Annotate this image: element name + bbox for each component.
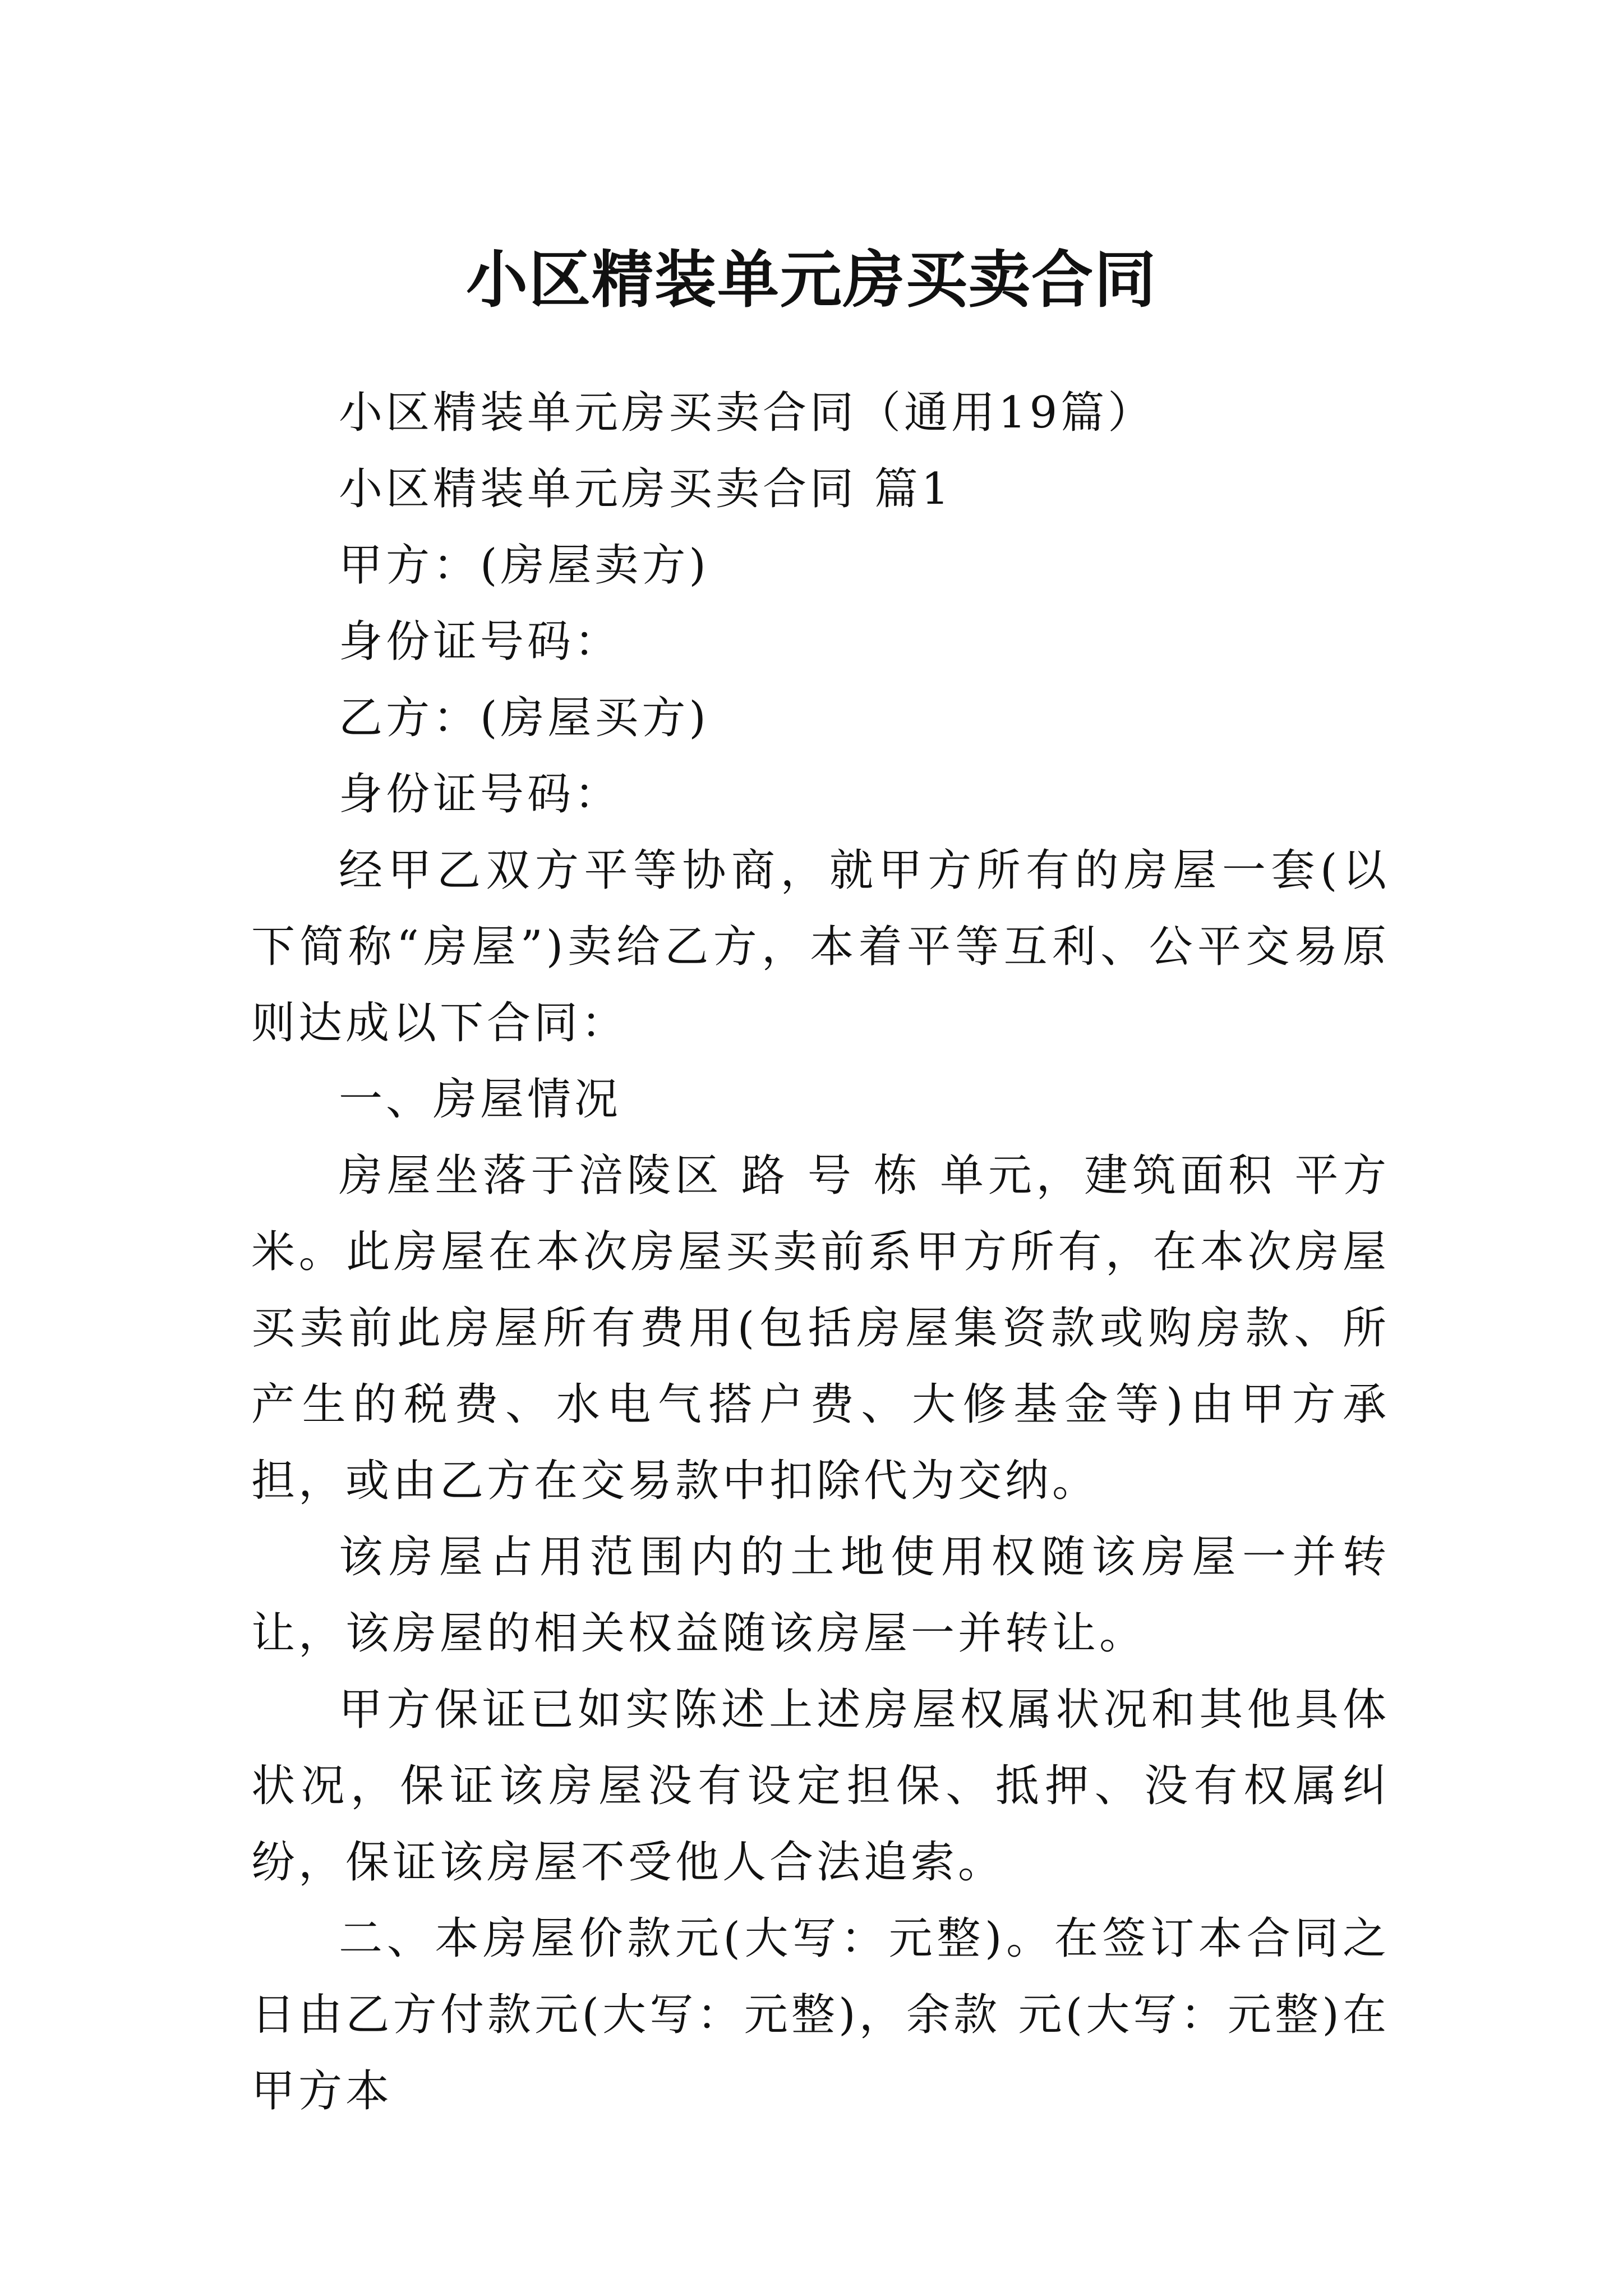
clause-heading: 一、房屋情况	[339, 1074, 622, 1125]
paragraph: 该房屋占用范围内的土地使用权随该房屋一并转让，该房屋的相关权益随该房屋一并转让。	[251, 1532, 1390, 1659]
document-subtitle: 小区精装单元房买卖合同（通用19篇）	[339, 388, 1155, 438]
document-body	[251, 375, 1390, 2129]
paragraph: 二、本房屋价款元(大写：元整)。在签订本合同之日由乙方付款元(大写：元整)，余款 元(大写：元整)在甲方本	[251, 1913, 1390, 2116]
section-heading: 小区精装单元房买卖合同 篇1	[339, 464, 953, 514]
party-b-id-label: 身份证号码：	[339, 769, 622, 820]
party-a-label: 甲方：(房屋卖方)	[339, 540, 709, 591]
party-b-label: 乙方：(房屋买方)	[339, 693, 709, 743]
document-title: 小区精装单元房买卖合同	[466, 243, 1157, 316]
paragraph: 甲方保证已如实陈述上述房屋权属状况和其他具体状况，保证该房屋没有设定担保、抵押、没有权属纠纷，保证该房屋不受他人合法追索。	[251, 1685, 1390, 1888]
party-a-id-label: 身份证号码：	[339, 616, 622, 667]
paragraph: 经甲乙双方平等协商，就甲方所有的房屋一套(以下简称“房屋”)卖给乙方，本着平等互利、公平交易原则达成以下合同：	[251, 845, 1390, 1048]
paragraph: 房屋坐落于涪陵区 路 号 栋 单元，建筑面积 平方米。此房屋在本次房屋买卖前系甲方所有，在本次房屋买卖前此房屋所有费用(包括房屋集资款或购房款、所产生的税费、水电气搭户费、大修基金等)由甲方承担，或由乙方在交易款中扣除代为交纳。	[251, 1151, 1390, 1506]
